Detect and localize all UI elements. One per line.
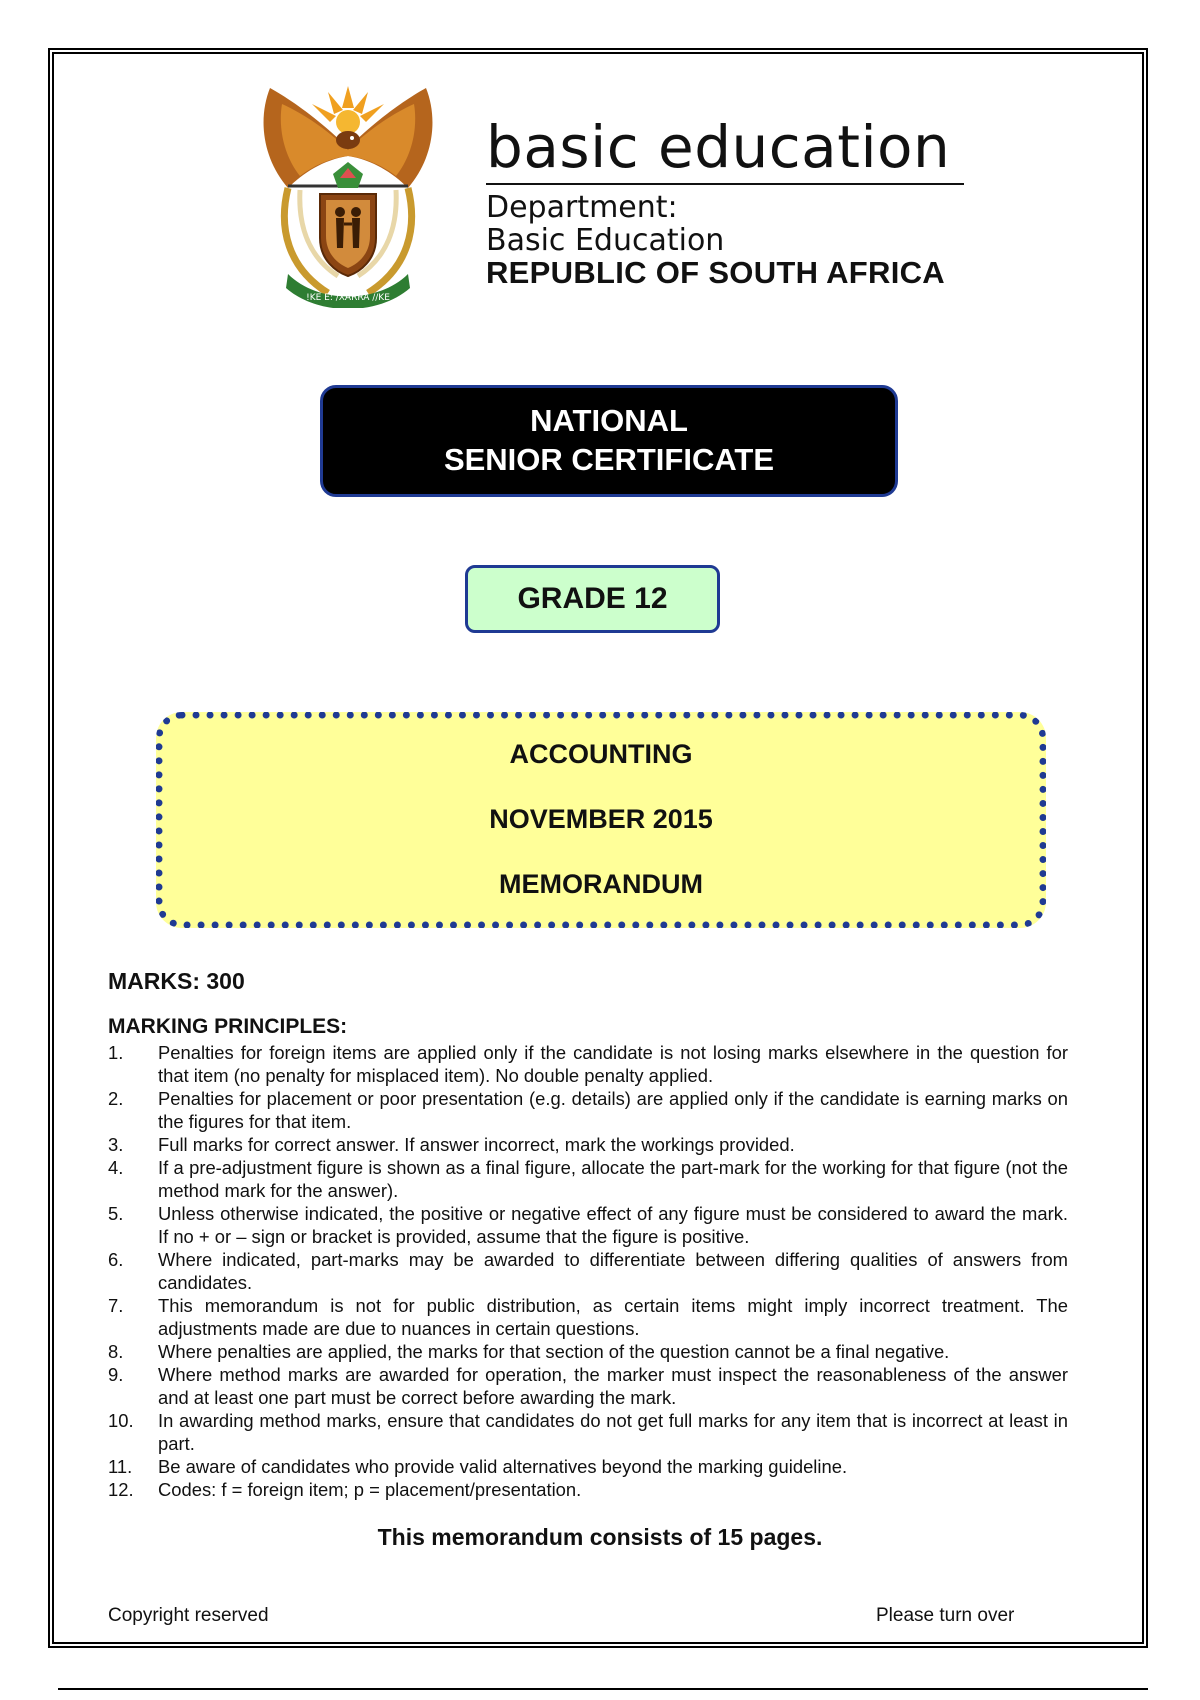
list-item (108, 1455, 1068, 1478)
item-number: 9. (108, 1364, 124, 1385)
list-item (108, 1478, 1068, 1501)
subject-name: ACCOUNTING (509, 739, 693, 769)
item-number: 1. (108, 1042, 124, 1063)
item-number: 4. (108, 1157, 124, 1178)
list-item (108, 1340, 1068, 1363)
copyright-footer: Copyright reserved (108, 1605, 269, 1626)
subject-panel (156, 712, 1046, 928)
list-item (108, 1133, 1068, 1156)
certificate-line-2: SENIOR CERTIFICATE (443, 442, 775, 477)
list-item (108, 1156, 1068, 1202)
item-text: In awarding method marks, ensure that candidates do not get full marks for any item that is incorrect at least in part. (158, 1410, 1068, 1454)
item-text: Penalties for placement or poor presentation (e.g. details) are applied only if the candidate is earning marks on the figures for that item. (158, 1088, 1068, 1132)
item-number: 11. (108, 1456, 133, 1477)
item-number: 8. (108, 1341, 124, 1362)
list-item (108, 1087, 1068, 1133)
certificate-banner (320, 385, 898, 497)
item-number: 10. (108, 1410, 134, 1431)
crest-motto: !KE E: /XARRA //KE (306, 293, 390, 303)
coat-of-arms-logo (248, 78, 448, 308)
item-text: Unless otherwise indicated, the positive or negative effect of any figure must be considered to award the mark. If no + or – sign or bracket is provided, assume that the figure is positive. (158, 1203, 1068, 1247)
item-number: 5. (108, 1203, 124, 1224)
item-text: If a pre-adjustment figure is shown as a final figure, allocate the part-mark for the working for that figure (not the method mark for the answer). (158, 1157, 1068, 1201)
item-text: Penalties for foreign items are applied only if the candidate is not losing marks elsewhere in the question for that item (no penalty for misplaced item). No double penalty applied. (158, 1042, 1068, 1086)
list-item (108, 1041, 1068, 1087)
page-bottom-rule (58, 1688, 1148, 1690)
item-text: Be aware of candidates who provide valid alternatives beyond the marking guideline. (158, 1456, 848, 1477)
item-number: 2. (108, 1088, 124, 1109)
principles-heading: MARKING PRINCIPLES: (108, 1015, 348, 1038)
item-number: 3. (108, 1134, 124, 1155)
item-text: Where indicated, part-marks may be awarded to differentiate between differing qualities of answers from candidates. (158, 1249, 1068, 1293)
turn-over-footer: Please turn over (876, 1605, 1015, 1626)
item-number: 12. (108, 1479, 134, 1500)
list-item (108, 1248, 1068, 1294)
department-name: Basic Education (486, 223, 725, 258)
brand-title: basic education (486, 113, 951, 181)
item-text: Where method marks are awarded for operation, the marker must inspect the reasonableness of the answer and at least one part must be correct before awarding the mark. (158, 1364, 1068, 1408)
country-name: REPUBLIC OF SOUTH AFRICA (486, 255, 945, 290)
exam-session: NOVEMBER 2015 (489, 804, 713, 834)
brand-underline (486, 183, 964, 185)
list-item (108, 1202, 1068, 1248)
marking-principles-list (108, 1041, 1068, 1501)
total-marks: MARKS: 300 (108, 968, 245, 994)
item-number: 7. (108, 1295, 124, 1316)
document-type: MEMORANDUM (499, 869, 703, 899)
department-label: Department: (486, 190, 678, 225)
list-item (108, 1294, 1068, 1340)
item-text: Codes: f = foreign item; p = placement/presentation. (158, 1479, 582, 1500)
item-text: This memorandum is not for public distribution, as certain items might imply incorrect treatment. The adjustments made are due to nuances in certain questions. (158, 1295, 1068, 1339)
item-number: 6. (108, 1249, 124, 1270)
certificate-line-1: NATIONAL (530, 403, 688, 438)
page-count-note: This memorandum consists of 15 pages. (377, 1524, 823, 1550)
list-item (108, 1409, 1068, 1455)
item-text: Full marks for correct answer. If answer incorrect, mark the workings provided. (158, 1134, 795, 1155)
grade-badge: GRADE 12 (465, 565, 720, 633)
list-item (108, 1363, 1068, 1409)
item-text: Where penalties are applied, the marks for that section of the question cannot be a final negative. (158, 1341, 950, 1362)
